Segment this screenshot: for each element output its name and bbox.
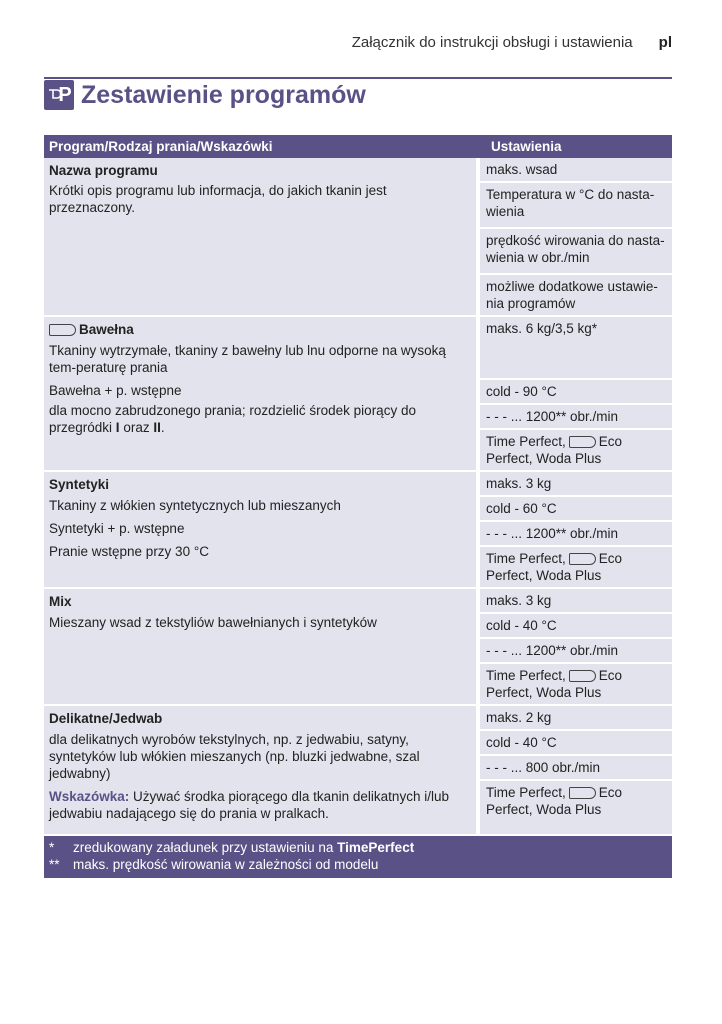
program-dial-icon bbox=[569, 787, 596, 799]
footnote-mark: * bbox=[49, 840, 55, 855]
cotton-load: maks. 6 kg/3,5 kg* bbox=[476, 317, 672, 378]
mix-options bbox=[476, 662, 672, 704]
synthetics-option-time: Time Perfect, bbox=[486, 551, 566, 566]
legend-settings bbox=[476, 158, 672, 315]
table-row-legend bbox=[44, 158, 672, 315]
delicate-options bbox=[476, 779, 672, 834]
synthetics-variant-desc: Pranie wstępne przy 30 °C bbox=[49, 544, 209, 559]
header-title: Załącznik do instrukcji obsługi i ustawienia bbox=[351, 34, 633, 51]
mix-program-name: Mix bbox=[49, 594, 72, 609]
delicate-temperature: cold - 40 °C bbox=[476, 729, 672, 754]
delicate-load: maks. 2 kg bbox=[476, 706, 672, 729]
cotton-name-text: Bawełna bbox=[79, 322, 134, 337]
column-header-program: Program/Rodzaj prania/Wskazówki bbox=[49, 139, 273, 154]
synthetics-option-eco: Eco Perfect, Woda Plus bbox=[486, 551, 623, 583]
mix-temperature: cold - 40 °C bbox=[476, 612, 672, 637]
synthetics-spin: - - - ... 1200** obr./min bbox=[476, 520, 672, 545]
compartment-one-label: I bbox=[115, 420, 120, 435]
synthetics-description-cell bbox=[44, 472, 476, 587]
program-dial-icon bbox=[49, 324, 76, 336]
tip-text: Używać środka piorącego dla tkanin delikatnych i/lub jedwabiu nadającego się do prania w pralkach. bbox=[49, 789, 449, 821]
mix-description-cell bbox=[44, 589, 476, 704]
cotton-program-name bbox=[49, 321, 471, 338]
mix-settings bbox=[476, 589, 672, 704]
table-row-delicate bbox=[44, 704, 672, 834]
delicate-description-cell bbox=[44, 706, 476, 834]
compartment-two-label: II bbox=[153, 420, 161, 435]
table-header bbox=[44, 135, 672, 158]
footnote bbox=[49, 839, 667, 856]
cotton-options bbox=[476, 428, 672, 470]
program-table bbox=[44, 135, 672, 878]
synthetics-settings bbox=[476, 472, 672, 587]
synthetics-load: maks. 3 kg bbox=[476, 472, 672, 495]
mix-load: maks. 3 kg bbox=[476, 589, 672, 612]
legend-temperature: Temperatura w °C do nasta-wienia bbox=[476, 181, 672, 227]
legend-program-desc: Krótki opis programu lub informacja, do jakich tkanin jest przeznaczony. bbox=[49, 183, 387, 215]
cotton-settings bbox=[476, 317, 672, 470]
footnote-text-plain: zredukowany załadunek przy ustawieniu na bbox=[73, 840, 338, 855]
delicate-option-eco: Eco Perfect, Woda Plus bbox=[486, 785, 623, 817]
title-divider bbox=[44, 77, 672, 79]
delicate-spin: - - - ... 800 obr./min bbox=[476, 754, 672, 779]
column-header-settings: Ustawienia bbox=[491, 139, 562, 154]
mix-spin: - - - ... 1200** obr./min bbox=[476, 637, 672, 662]
synthetics-options bbox=[476, 545, 672, 587]
mix-desc: Mieszany wsad z tekstyliów bawełnianych i syntetyków bbox=[49, 615, 377, 630]
legend-load: maks. wsad bbox=[476, 158, 672, 181]
legend-spin: prędkość wirowania do nasta-wienia w obr./min bbox=[476, 227, 672, 273]
cotton-spin: - - - ... 1200** obr./min bbox=[476, 403, 672, 428]
program-overview-icon bbox=[44, 80, 74, 110]
delicate-program-name: Delikatne/Jedwab bbox=[49, 711, 163, 726]
legend-options: możliwe dodatkowe ustawie-nia programów bbox=[476, 273, 672, 315]
program-dial-icon bbox=[569, 436, 596, 448]
table-row-synthetics bbox=[44, 470, 672, 587]
cotton-variant-desc bbox=[49, 402, 471, 436]
cotton-desc: Tkaniny wytrzymałe, tkaniny z bawełny lub lnu odporne na wysoką tem-peraturę prania bbox=[49, 343, 446, 375]
program-dial-icon bbox=[569, 553, 596, 565]
cotton-variant-desc-text: dla mocno zabrudzonego prania; rozdzielić środek piorący do przegródki bbox=[49, 403, 416, 435]
synthetics-program-name: Syntetyki bbox=[49, 477, 110, 492]
program-icon-letter: P bbox=[58, 83, 72, 106]
cotton-description-cell bbox=[44, 317, 476, 470]
section-heading bbox=[44, 80, 366, 110]
footnote-text-bold: TimePerfect bbox=[337, 840, 415, 855]
table-footnotes bbox=[44, 834, 672, 878]
cotton-variant-desc-and: oraz bbox=[119, 420, 154, 435]
mix-option-eco: Eco Perfect, Woda Plus bbox=[486, 668, 623, 700]
delicate-settings bbox=[476, 706, 672, 834]
cotton-variant: Bawełna + p. wstępne bbox=[49, 383, 182, 398]
footnote bbox=[49, 856, 667, 873]
legend-program-name: Nazwa programu bbox=[49, 163, 158, 178]
program-dial-icon bbox=[569, 670, 596, 682]
delicate-desc: dla delikatnych wyrobów tekstylnych, np. z jedwabiu, satyny, syntetyków lub włókien mieszanych (np. bluzki jedwabne, szal jedwabny) bbox=[49, 732, 420, 781]
cotton-option-time: Time Perfect, bbox=[486, 434, 566, 449]
legend-description-cell bbox=[44, 158, 476, 315]
page-title: Zestawienie programów bbox=[81, 80, 366, 109]
mix-option-time: Time Perfect, bbox=[486, 668, 566, 683]
delicate-option-time: Time Perfect, bbox=[486, 785, 566, 800]
footnote-mark: ** bbox=[49, 857, 60, 872]
cotton-variant-desc-end: . bbox=[160, 420, 165, 435]
synthetics-variant: Syntetyki + p. wstępne bbox=[49, 521, 185, 536]
table-row-cotton bbox=[44, 315, 672, 470]
tip-label: Wskazówka: bbox=[49, 789, 130, 804]
page-header bbox=[352, 34, 672, 51]
delicate-tip bbox=[49, 788, 471, 822]
synthetics-desc: Tkaniny z włókien syntetycznych lub mieszanych bbox=[49, 498, 341, 513]
footnote-text bbox=[73, 839, 414, 856]
footnote-text: maks. prędkość wirowania w zależności od modelu bbox=[73, 857, 379, 872]
synthetics-temperature: cold - 60 °C bbox=[476, 495, 672, 520]
language-code: pl bbox=[658, 34, 672, 51]
cotton-temperature: cold - 90 °C bbox=[476, 378, 672, 403]
table-row-mix bbox=[44, 587, 672, 704]
cotton-option-eco: Eco Perfect, Woda Plus bbox=[486, 434, 623, 466]
